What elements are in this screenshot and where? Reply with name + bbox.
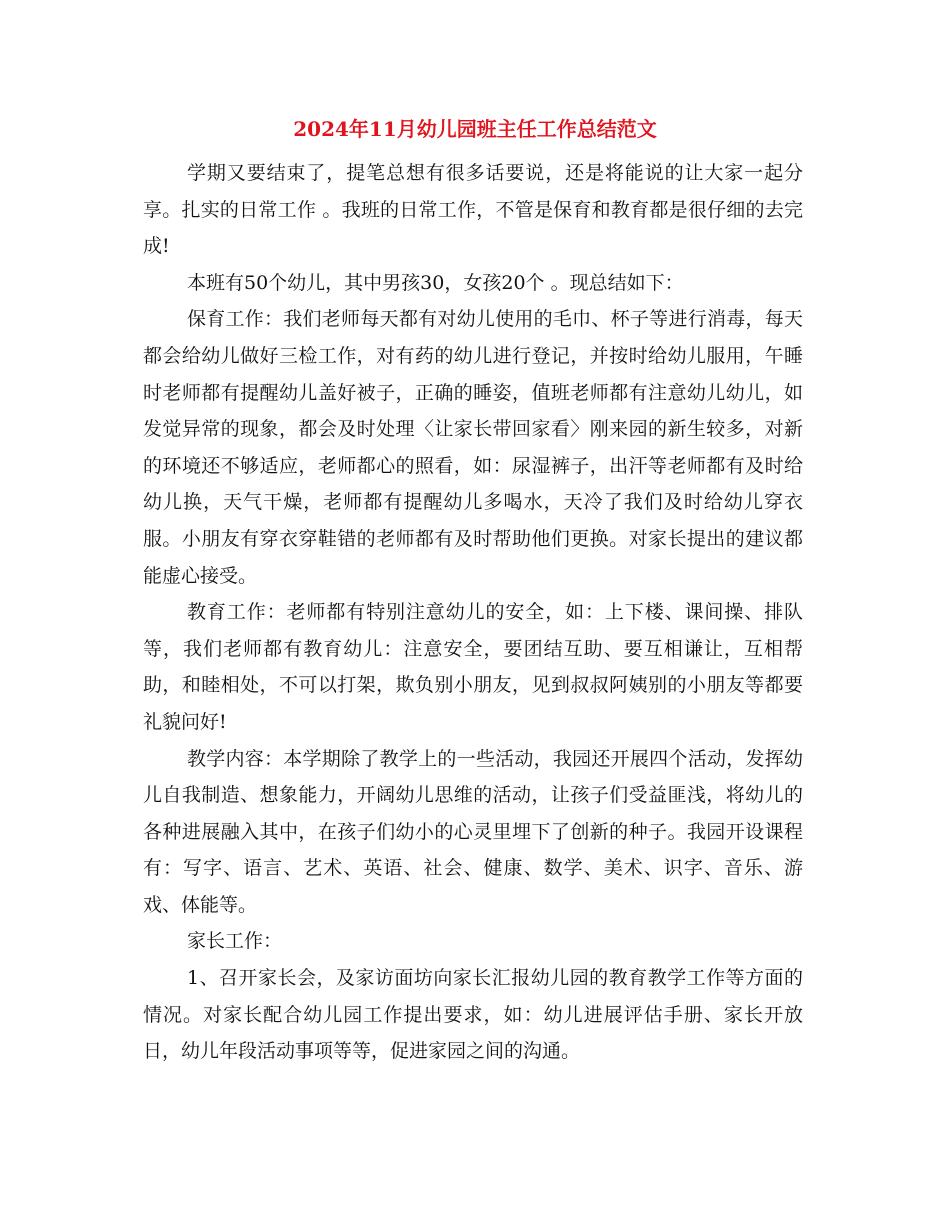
document-body [143,155,803,1070]
paragraph-parent-meeting: 1、召开家长会，及家访面坊向家长汇报幼儿园的教育教学工作等方面的情况。对家长配合幼儿园工作提出要求，如：幼儿进展评估手册、家长开放日，幼儿年段活动事项等等，促进家园之间的沟通。 [143,967,803,1063]
paragraph-intro: 学期又要结束了，提笔总想有很多话要说，还是将能说的让大家一起分享。扎实的日常工作 。我班的日常工作，不管是保育和教育都是很仔细的去完成! [143,162,803,258]
paragraph-class-size: 本班有50个幼儿，其中男孩30，女孩20个 。现总结如下： [187,271,684,294]
paragraph-teaching-content: 教学内容：本学期除了教学上的一些活动，我园还开展四个活动，发挥幼儿自我制造、想象能力，开阔幼儿思维的活动，让孩子们受益匪浅，将幼儿的各种进展融入其中，在孩子们幼小的心灵里埋下了创新的种子。我园开设课程有：写字、语言、艺术、英语、社会、健康、数学、美术、识字、音乐、游戏、体能等。 [143,747,803,916]
document-title: 2024年11月幼儿园班主任工作总结范文 [293,117,657,141]
paragraph-care-work: 保育工作：我们老师每天都有对幼儿使用的毛巾、杯子等进行消毒，每天都会给幼儿做好三检工作，对有药的幼儿进行登记，并按时给幼儿服用，午睡时老师都有提醒幼儿盖好被子，正确的睡姿，值班老师都有注意幼儿幼儿，如发觉异常的现象，都会及时处理〈让家长带回家看〉刚来园的新生较多，对新的环境还不够适应，老师都心的照看，如：尿湿裤子，出汗等老师都有及时给幼儿换，天气干燥，老师都有提醒幼儿多喝水，天冷了我们及时给幼儿穿衣服。小朋友有穿衣穿鞋错的老师都有及时帮助他们更换。对家长提出的建议都能虚心接受。 [143,308,803,587]
paragraph-parent-work-heading: 家长工作： [187,930,283,953]
paragraph-education-work: 教育工作：老师都有特别注意幼儿的安全，如：上下楼、课间操、排队等，我们老师都有教育幼儿：注意安全，要团结互助、要互相谦让，互相帮助，和睦相处，不可以打架，欺负别小朋友，见到叔叔阿姨别的小朋友等都要礼貌问好! [143,601,803,733]
